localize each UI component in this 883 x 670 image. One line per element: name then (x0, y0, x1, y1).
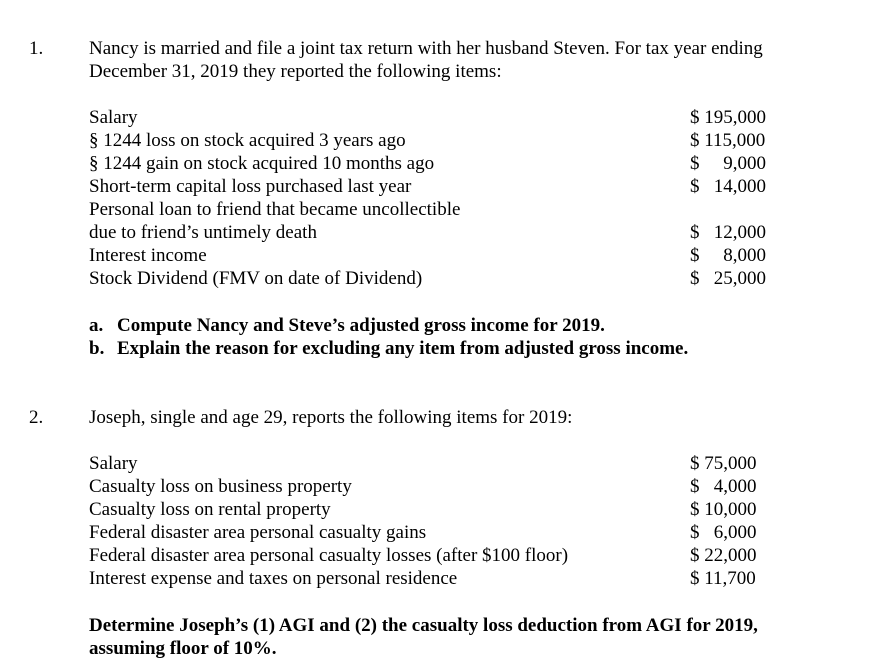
item-label: Salary (89, 107, 138, 128)
item-amount: $ 75,000 (690, 453, 757, 474)
item-label: Casualty loss on rental property (89, 499, 331, 520)
item-amount: $ 10,000 (690, 499, 757, 520)
item-amount: $ 11,700 (690, 568, 756, 589)
item-label: Interest income (89, 245, 207, 266)
item-amount: $ 12,000 (690, 222, 766, 243)
item-label: Federal disaster area personal casualty gains (89, 522, 427, 543)
question-1-intro-line1: Nancy is married and file a joint tax return with her husband Steven. For tax year ending (89, 38, 763, 59)
item-amount: $ 22,000 (690, 545, 757, 566)
item-label: Personal loan to friend that became uncollectible (89, 199, 461, 220)
item-amount: $ 4,000 (690, 476, 757, 497)
part-a-text: Compute Nancy and Steve’s adjusted gross income for 2019. (117, 315, 605, 336)
question-2-prompt-line2: assuming floor of 10%. (89, 638, 277, 659)
item-label: Stock Dividend (FMV on date of Dividend) (89, 268, 423, 289)
item-amount: $ 195,000 (690, 107, 766, 128)
part-a-label: a. (89, 315, 104, 336)
item-label: Interest expense and taxes on personal residence (89, 568, 458, 589)
item-amount: $ 14,000 (690, 176, 766, 197)
item-label: Salary (89, 453, 138, 474)
part-b-text: Explain the reason for excluding any item from adjusted gross income. (117, 338, 689, 359)
item-label: Short-term capital loss purchased last year (89, 176, 412, 197)
item-label: Casualty loss on business property (89, 476, 352, 497)
item-label: § 1244 gain on stock acquired 10 months ago (89, 153, 435, 174)
question-1-intro-line2: December 31, 2019 they reported the following items: (89, 61, 502, 82)
question-1-number: 1. (29, 38, 44, 59)
question-2-intro: Joseph, single and age 29, reports the following items for 2019: (89, 407, 573, 428)
item-amount: $ 115,000 (690, 130, 766, 151)
question-2-number: 2. (29, 407, 44, 428)
question-2-prompt-line1: Determine Joseph’s (1) AGI and (2) the casualty loss deduction from AGI for 2019, (89, 615, 758, 636)
item-amount: $ 6,000 (690, 522, 757, 543)
item-label: § 1244 loss on stock acquired 3 years ago (89, 130, 406, 151)
item-amount: $ 25,000 (690, 268, 766, 289)
item-label: Federal disaster area personal casualty losses (after $100 floor) (89, 545, 569, 566)
item-amount: $ 8,000 (690, 245, 766, 266)
item-label: due to friend’s untimely death (89, 222, 317, 243)
item-amount: $ 9,000 (690, 153, 766, 174)
part-b-label: b. (89, 338, 105, 359)
